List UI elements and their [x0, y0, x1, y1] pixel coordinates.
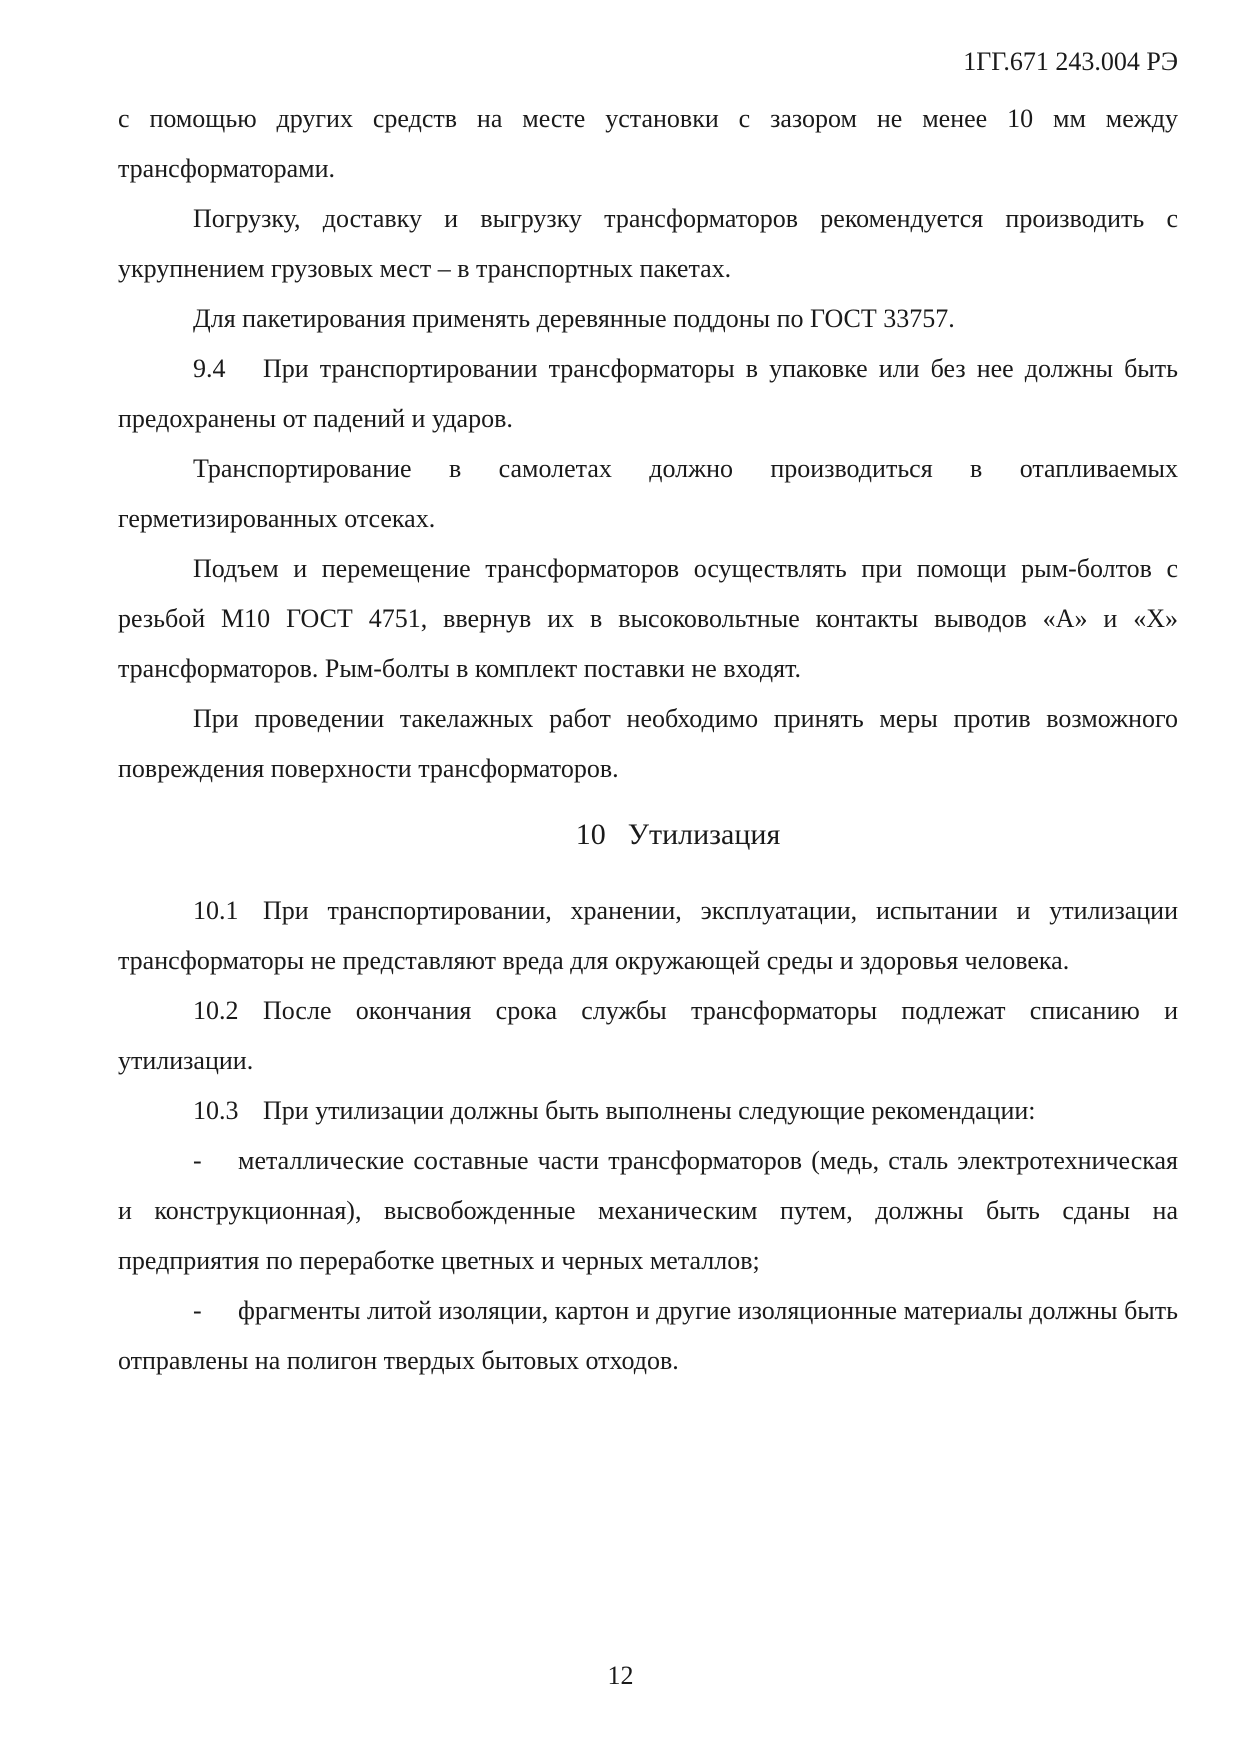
- clause-text: При транспортировании трансформаторы в упаковке или без нее должны быть предохранены от падений и ударов.: [118, 354, 1178, 433]
- clause-text: При транспортировании, хранении, эксплуатации, испытании и утилизации трансформаторы не представляют вреда для окружающей среды и здоровья человека.: [118, 896, 1178, 975]
- clause-number: 9.4: [193, 354, 226, 383]
- paragraph-continuation: с помощью других средств на месте установки с зазором не менее 10 мм между трансформаторами.: [118, 104, 1178, 183]
- section-title: Утилизация: [627, 818, 781, 851]
- document-code: 1ГГ.671 243.004 РЭ: [963, 47, 1178, 76]
- list-item: [118, 1286, 1178, 1386]
- paragraph-rigging: При проведении такелажных работ необходимо принять меры против возможного повреждения поверхности трансформаторов.: [118, 704, 1178, 783]
- paragraph-lifting: Подъем и перемещение трансформаторов осуществлять при помощи рым-болтов с резьбой М10 ГОСТ 4751, ввернув их в высоковольтные контакты выводов «А» и «Х» трансформаторов. Рым-болты в комплект поставки не входят.: [118, 554, 1178, 683]
- clause-number: 10.2: [193, 996, 239, 1025]
- paragraph-loading: Погрузку, доставку и выгрузку трансформаторов рекомендуется производить с укрупнением грузовых мест – в транспортных пакетах.: [118, 204, 1178, 283]
- clause-number: 10.1: [193, 896, 239, 925]
- list-item-text: металлические составные части трансформаторов (медь, сталь электротехническая и конструкционная), высвобожденные механическим путем, должны быть сданы на предприятия по переработке цветных и черных металлов;: [118, 1146, 1178, 1275]
- section-heading: [118, 810, 1178, 860]
- list-item-text: фрагменты литой изоляции, картон и другие изоляционные материалы должны быть отправлены на полигон твердых бытовых отходов.: [118, 1296, 1178, 1375]
- paragraph-air-transport: Транспортирование в самолетах должно производиться в отапливаемых герметизированных отсеках.: [118, 454, 1178, 533]
- paragraph-packaging: Для пакетирования применять деревянные поддоны по ГОСТ 33757.: [193, 304, 955, 333]
- list-marker: -: [193, 1296, 202, 1325]
- clause-number: 10.3: [193, 1096, 239, 1125]
- page-number: 12: [607, 1661, 634, 1690]
- section-number: 10: [575, 818, 606, 851]
- list-marker: -: [193, 1146, 202, 1175]
- document-body: [118, 94, 1178, 1386]
- paragraph-10-2: [118, 986, 1178, 1086]
- clause-text: После окончания срока службы трансформаторы подлежат списанию и утилизации.: [118, 996, 1178, 1075]
- clause-text: При утилизации должны быть выполнены следующие рекомендации:: [263, 1096, 1036, 1125]
- list-item: [118, 1136, 1178, 1286]
- paragraph-9-4: [118, 344, 1178, 444]
- paragraph-10-3: [118, 1086, 1178, 1136]
- paragraph-10-1: [118, 886, 1178, 986]
